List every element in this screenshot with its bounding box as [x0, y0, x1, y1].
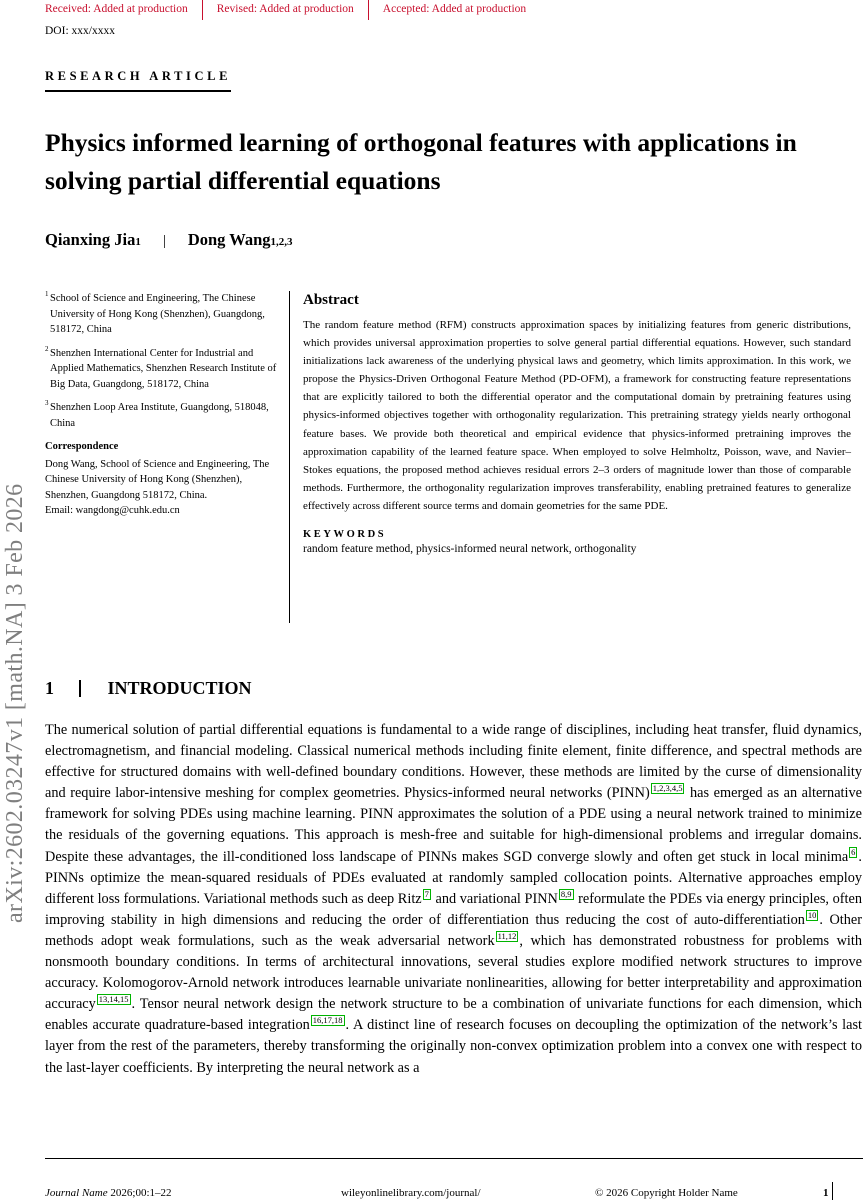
affiliation-number: 2: [45, 344, 49, 353]
article-type: RESEARCH ARTICLE: [45, 69, 231, 92]
column-divider: [289, 291, 290, 623]
keywords-heading: KEYWORDS: [303, 529, 387, 541]
abstract-heading: Abstract: [303, 292, 359, 308]
citation-link[interactable]: 7: [424, 888, 429, 899]
affiliation-text: Shenzhen Loop Area Institute, Guangdong, 518048, China: [50, 402, 269, 429]
footer-rule: [45, 1158, 863, 1159]
citation-link[interactable]: 16,17,18: [312, 1015, 343, 1026]
abstract-block: [303, 292, 851, 555]
footer-journal: [45, 1187, 172, 1199]
revised-date: Revised: Added at production: [217, 0, 369, 20]
received-date: Received: Added at production: [45, 0, 203, 20]
body-text: . PINNs optimize the mean-squared residuals of PDEs evaluated at randomly sampled collocation points. Alternative approaches employ different loss formulations. Variational methods such as deep Ritz: [45, 848, 862, 907]
body-text: reformulate the PDEs via energy principles, often improving stability in high dimensions and reducing the order of differentiation thus reducing the cost of auto-differentiation: [45, 890, 862, 928]
author-name[interactable]: Dong Wang: [187, 230, 271, 249]
body-text: . Other methods adopt weak formulations, such as the weak adversarial network: [45, 911, 862, 949]
section-number: 1: [45, 678, 54, 698]
page-number: 1: [823, 1187, 829, 1199]
correspondence-text: Dong Wang, School of Science and Engineering, The Chinese University of Hong Kong (Shenzhen), Shenzhen, Guangdong 518172, China.: [45, 458, 270, 501]
citation-link[interactable]: 1,2,3,4,5: [652, 783, 683, 794]
citation-link[interactable]: 11,12: [497, 930, 517, 941]
journal-info: 2026;00:1–22: [107, 1187, 172, 1199]
affiliation-column: [45, 291, 285, 519]
keywords-text: random feature method, physics-informed neural network, orthogonality: [303, 543, 637, 556]
author-affiliation-marker: 1,2,3: [270, 236, 293, 248]
affiliation-number: 3: [45, 399, 49, 407]
journal-name: Journal Name: [45, 1187, 108, 1199]
paper-title: Physics informed learning of orthogonal features with applications in solving partial differential equations: [45, 128, 797, 195]
publication-dates: [45, 0, 554, 20]
abstract-text: The random feature method (RFM) constructs approximation spaces by initializing features from generic distributions, which provides universal approximation properties to solve general partial differential equations. However, such standard initializations lack awareness of the underlying physical laws and geometry, which limits approximation. In this work, we propose the Physics-Driven Orthogonal Feature Method (PD-OFM), a framework for constructing feature representations that are explicitly tailored to both the differential operator and the computational domain by pretraining features using physics-informed objectives together with orthogonality regularization. This pretraining strategy yields nearly orthogonal feature bases. We provide both theoretical and empirical evidence that physics-informed pretraining improves the approximation capability of the learned feature space. When employed to solve Helmholtz, Poisson, wave, and Navier–Stokes equations, the proposed method achieves residual errors 2–3 orders of magnitude lower than those of comparable methods. Furthermore, the orthogonality regularization improves transferability, enabling pretrained features to generalize effectively across different source terms and domain geometries for the same PDE.: [303, 319, 851, 512]
citation-link[interactable]: 6: [851, 846, 856, 857]
body-text: has emerged as an alternative framework for solving PDEs using machine learning. PINN approximates the solution of a PDE using a neural network trained to minimize the residuals of the governing equations. This approach is mesh-free and suitable for high-dimensional problems and irregular domains. Despite these advantages, the ill-conditioned loss landscape of PINNs makes SGD converge slowly and often get stuck in local minima: [45, 785, 862, 865]
correspondence-email[interactable]: Email: wangdong@cuhk.edu.cn: [45, 505, 180, 516]
affiliation-text: Shenzhen International Center for Industrial and Applied Mathematics, Shenzhen Research Institute of Big Data, Guangdong, 518172, China: [50, 347, 277, 390]
arxiv-stamp[interactable]: arXiv:2602.03247v1 [math.NA] 3 Feb 2026: [2, 483, 28, 923]
section-title: INTRODUCTION: [107, 678, 252, 698]
body-text: and variational PINN: [431, 890, 558, 907]
body-text: . A distinct line of research focuses on decoupling the optimization of the network’s last layer from the rest of the parameters, thereby transforming the originally non-convex optimization problem into a convex one with respect to the last-layer coefficients. By interpreting the neural network as a: [45, 1017, 863, 1076]
author-name[interactable]: Qianxing Jia: [45, 230, 136, 249]
body-text: . Tensor neural network design the network structure to be a combination of univariate functions for each dimension, which enables accurate quadrature-based integration: [45, 996, 862, 1034]
citation-link[interactable]: 13,14,15: [98, 994, 129, 1005]
section-divider: [79, 680, 81, 697]
footer-url[interactable]: wileyonlinelibrary.com/journal/: [341, 1187, 481, 1199]
introduction-paragraph: [45, 720, 862, 1079]
author-affiliation-marker: 1: [135, 236, 141, 248]
affiliation: [45, 291, 285, 338]
affiliation-text: School of Science and Engineering, The Chinese University of Hong Kong (Shenzhen), Guangdong, 518172, China: [50, 293, 265, 335]
citation-link[interactable]: 8,9: [560, 888, 572, 899]
body-text: The numerical solution of partial differential equations is fundamental to a wide range of disciplines, including heat transfer, fluid dynamics, electromagnetism, and financial modeling. Classical numerical methods including finite element, finite difference, and spectral methods are effective for structured domains with well-defined boundary conditions. However, these methods are limited by the curse of dimensionality and require labor-intensive meshing for complex geometries. Physics-informed neural networks (PINN): [45, 722, 862, 802]
affiliation: [45, 400, 285, 431]
author-list: [45, 230, 293, 250]
section-heading: [45, 678, 252, 699]
doi[interactable]: DOI: xxx/xxxx: [45, 25, 115, 37]
body-text: , which has demonstrated robustness for problems with nonsmooth boundary conditions. In terms of architectural innovations, several studies explore modified network structures to improve accuracy. Kolomogorov-Arnold network introduces learnable univariate nonlinearities, allowing for better interpretability and approximation accuracy: [45, 932, 863, 1013]
accepted-date: Accepted: Added at production: [382, 3, 527, 15]
citation-link[interactable]: 10: [807, 909, 817, 920]
page-number-divider: [832, 1182, 833, 1200]
affiliation: [45, 346, 285, 393]
affiliation-number: 1: [45, 290, 49, 298]
footer-copyright: © 2026 Copyright Holder Name: [595, 1187, 738, 1199]
correspondence-heading: Correspondence: [45, 441, 119, 452]
author-separator: |: [162, 233, 166, 249]
